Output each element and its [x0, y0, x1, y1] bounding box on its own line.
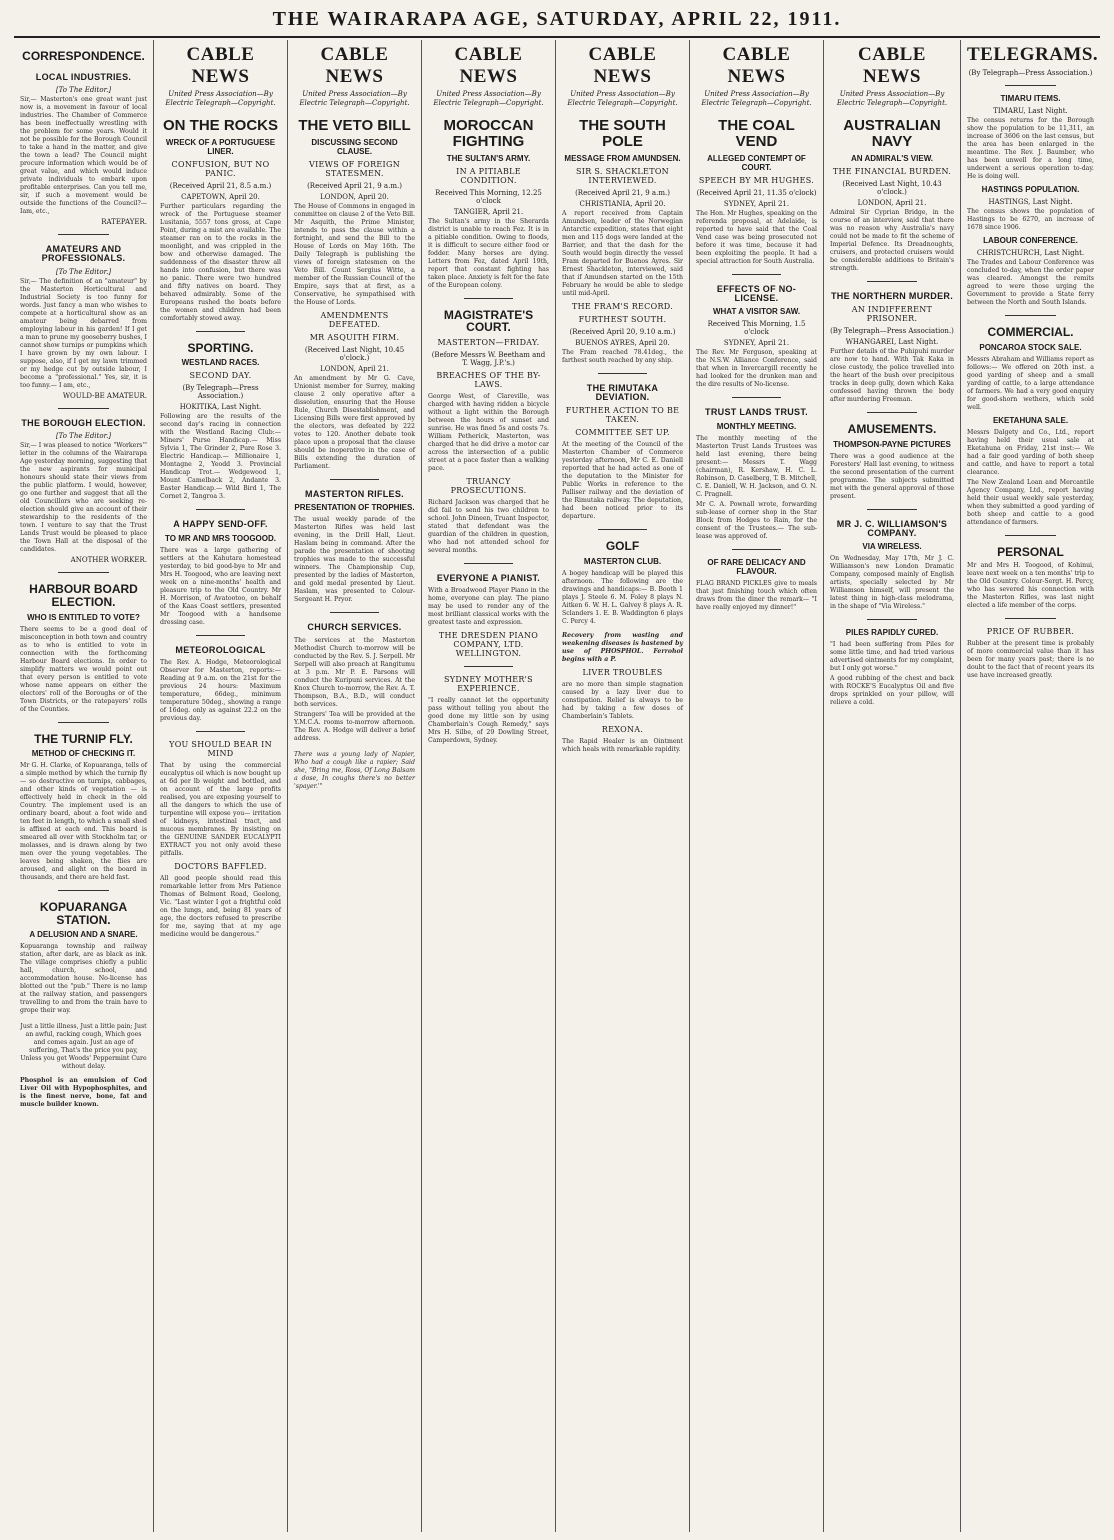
- divider: [196, 331, 244, 332]
- divider: [58, 408, 109, 409]
- divider: [330, 479, 378, 480]
- divider: [867, 619, 917, 620]
- article-subheading: WRECK OF A PORTUGUESE LINER.: [165, 137, 276, 156]
- place-line: LONDON, April 20.: [320, 192, 389, 201]
- article-body: Messrs Dalgety and Co., Ltd., report having held their usual sale at Eketahuna on Friday, 21st inst:— We had a fair good yarding of both sheep and cattle, and have to report a total clearance.: [967, 428, 1094, 476]
- section-heading: COMMERCIAL.: [987, 325, 1074, 339]
- place-line: SYDNEY, April 21.: [723, 199, 790, 208]
- advert-heading: SYDNEY MOTHER'S EXPERIENCE.: [444, 675, 533, 694]
- divider: [464, 298, 512, 299]
- divider: [1005, 618, 1056, 619]
- section-heading: PERSONAL: [997, 544, 1064, 559]
- divider: [598, 373, 646, 374]
- article-body: The Rev. A. Hodge, Meteorological Observer for Masterton, reports:— Reading at 9 a.m. on the 21st for the previous 24 hours: Maximum temperature, 66deg., minimum temperature 50deg., showing a range of 16deg. only as against 22.2 on the previous day.: [160, 659, 281, 723]
- letter-body: Sir,— I was pleased to notice "Workers'" letter in the columns of the Wairarapa Age yesterday morning, suggesting that the new aspirants for municipal honours should state their views from the public platform. I would, however, go one further and suggest that all the old Councillors who are seeking re-election should give an account of their stewardship to the residents of the town. I venture to say that the Trust Lands Trust would be pleased to place the Town Hall at the disposal of the candidates.: [20, 442, 147, 554]
- press-credit: United Press Association—By Electric Telegraph—Copyright.: [165, 90, 276, 107]
- article-subheading: LABOUR CONFERENCE.: [983, 236, 1078, 245]
- article-subheading: PONCAROA STOCK SALE.: [979, 342, 1082, 352]
- article-body: Mr and Mrs H. Toogood, of Kohinui, leave next week on a ten months' trip to the Old Country. Colour-Sergt. H. Percy, who has severed his connection with the Masterton Rifles, was last night elected a life member of the corps.: [967, 562, 1094, 610]
- article-heading: THE VETO BILL: [298, 117, 411, 134]
- article-heading: THE RIMUTAKA DEVIATION.: [586, 382, 659, 402]
- advert: All good people should read this remarkable letter from Mrs Patience Thomas of Belmont Road, Geelong, Vic. "Last winter I got a frightful cold on the lungs, and, being 81 years of age, the doctors refused to prescribe for me, saying that at my age medicine would be dangerous.": [160, 875, 281, 939]
- article-body: A report received from Captain Amundsen, leader of the Norwegian Antarctic expedition, states that eight men and 115 dogs were landed at the Barrier, and that the dash for the South would begin directly the vessel Fram departed for Buenos Ayres. Sir Ernest Shackleton, interviewed, said that if Amundsen started on the 15th February he would be able to sledge until mid-April.: [562, 209, 683, 297]
- article-heading: A HAPPY SEND-OFF.: [173, 519, 268, 530]
- divider: [58, 890, 109, 891]
- advert: FLAG BRAND PICKLES give to meals that just finishing touch which often draws from the diner the remark— "I have really enjoyed my dinner!": [696, 579, 817, 611]
- advert: That by using the commercial eucalyptus oil which is now bought up at 6d per lb weight and bottled, and on account of the large profits realised, you are exposing yourself to all the dangers to which the use of turpentine will expose you— irritation of kidneys, intestinal tract, and mucous membranes. By insisting on the GENUINE SANDER EUCALYPTI EXTRACT you not only avoid these pitfalls.: [160, 762, 281, 858]
- article-subheading: WHO IS ENTITLED TO VOTE?: [27, 612, 140, 622]
- article-body: Messrs Abraham and Williams report as follows:— We offered on 20th inst. a good yarding of sheep and a small yarding of cattle, to a large attendance of farmers. We had a very good enquiry for good-shorn wethers, which sold well.: [967, 355, 1094, 411]
- press-credit: United Press Association—By Electric Telegraph—Copyright.: [567, 90, 678, 107]
- article-body: The Rev. Mr Ferguson, speaking at the N.S.W. Alliance Conference, said that when in Invercargill recently he had looked for the drunken man and the dire results of No-license.: [696, 349, 817, 389]
- divider: [196, 731, 244, 732]
- divider: [58, 572, 109, 573]
- article-subheading: HASTINGS POPULATION.: [981, 185, 1080, 194]
- press-credit: United Press Association—By Electric Telegraph—Copyright.: [299, 90, 410, 107]
- article-body: Mr C. A. Pownall wrote, forwarding sub-lease of corner shop in the Star Block from Hodges to Rain, for the consent of the Trustees.— The sub-lease was approved of.: [696, 500, 817, 540]
- article-heading: EFFECTS OF NO-LICENSE.: [716, 283, 797, 303]
- article-subheading: MR ASQUITH FIRM.: [309, 332, 400, 342]
- dateline: Received This Morning, 1.5 o'clock: [707, 320, 806, 337]
- press-credit: United Press Association—By Electric Telegraph—Copyright.: [836, 90, 948, 107]
- divider: [867, 509, 917, 510]
- article-subheading: FURTHER ACTION TO BE TAKEN.: [565, 406, 680, 425]
- dateline: (By Telegraph—Press Association.): [968, 69, 1093, 77]
- article-body: On Wednesday, May 17th, Mr J. C. Williamson's new London Dramatic Company, composed mainly of English artists, specially selected by Mr Williamson himself, will present the latest thing in high-class melodrama, in the shape of "Via Wireless.": [830, 555, 954, 611]
- article-heading: MASTERTON RIFLES.: [305, 488, 404, 499]
- article-heading: MR J. C. WILLIAMSON'S COMPANY.: [836, 518, 948, 538]
- masthead: THE WAIRARAPA AGE, SATURDAY, APRIL 22, 1911.: [272, 8, 842, 30]
- place-line: TANGIER, April 21.: [453, 207, 524, 216]
- article-body: Further particulars regarding the wreck of the Portuguese steamer Lusitania, 5557 tons gross, at Cape Point, during a mist are available. The steamer ran on to the rocks in the moonlight, and was crippled in the bow and otherwise damaged. The suddenness of the disaster threw all hands into confusion, but there was no panic. There were two hundred and fifty natives on board. They behaved admirably. Some of the Europeans rushed the boats before the women and children had been comfortably stowed away.: [160, 202, 281, 322]
- article-subheading: MONTHLY MEETING.: [716, 421, 797, 431]
- article-subheading: VIEWS OF FOREIGN STATESMEN.: [309, 159, 400, 178]
- editor-tag: [To The Editor.]: [55, 432, 112, 441]
- article-subheading: SIR S. SHACKLETON INTERVIEWED.: [576, 166, 669, 185]
- advert-heading: EVERYONE A PIANIST.: [436, 572, 541, 583]
- dateline: (Received April 21, 9 a.m.): [575, 188, 670, 197]
- article-heading: GOLF: [605, 539, 640, 554]
- place-line: BUENOS AYRES, April 20.: [575, 338, 670, 347]
- article-body: Kopuaranga township and railway station, after dark, are as black as ink. The village comprises chiefly a public hall, church, school, and accommodation house. No-license has blotted out the "pub." There is no lamp at the railway station, and passengers travelling to and from the train have to grope their way.: [20, 943, 147, 1015]
- column-cable-news-1: [154, 40, 288, 1532]
- signature: RATEPAYER.: [101, 218, 147, 227]
- article-subheading: PRESENTATION OF TROPHIES.: [294, 503, 415, 513]
- article-subheading: CONFUSION, BUT NO PANIC.: [171, 159, 270, 178]
- article-body: The services at the Masterton Methodist Church to-morrow will be conducted by the Rev. S. J. Serpell. Mr Serpell will also preach at Rangitumu at 3 p.m. Mr P. E. Parsons will conduct the Kuripuni services. At the Knox Church to-morrow, the Rev. A. T. Thompson, B.A., B.D., will conduct both services.: [294, 636, 415, 708]
- article-heading: THE BOROUGH ELECTION.: [21, 417, 146, 428]
- divider: [58, 234, 109, 235]
- article-heading: HARBOUR BOARD ELECTION.: [29, 582, 138, 609]
- article-body: Admiral Sir Cyprian Bridge, in the course of an interview, said that there was no reason why Australia's navy could not be made to fit the scheme of Imperial Defence. Its Dreadnoughts, cruisers, and protected cruisers would be considerable additions to Britain's strength.: [830, 208, 954, 272]
- dateline: Received This Morning, 12.25 o'clock: [435, 188, 542, 205]
- article-body: George West, of Clareville, was charged with having ridden a bicycle without a light within the Borough between the hours of sunset and sunrise. He was fined 5s and costs 7s. William Petherick, Masterton, was charged that he did drive a motor car across the intersection of a public street at a pace faster than a walking pace.: [428, 392, 549, 472]
- dateline: (Received April 21, 8.5 a.m.): [169, 181, 272, 190]
- divider: [732, 397, 780, 398]
- column-cable-news-6: [824, 40, 961, 1532]
- section-heading: SPORTING.: [187, 340, 254, 355]
- column-banner: CABLE NEWS: [722, 44, 791, 87]
- advert-heading: OF RARE DELICACY AND FLAVOUR.: [707, 557, 806, 576]
- article-body: Further details of the Puhipuhi murder are now to hand. With Tak Kaka in close custody, the police travelled into the heart of the bush over precipitous tracks in deep gully, down which Kaka confessed having thrown the body after murdering Freeman.: [830, 347, 954, 403]
- dateline: (Received Last Night, 10.43 o'clock.): [842, 179, 942, 196]
- article-body: There seems to be a good deal of misconception in both town and country as to who is entitled to vote in connection with the forthcoming Harbour Board elections. In order to simplify matters we would point out that every person is entitled to vote whose name appears on either the electors' roll of the Boroughs or of the Town Districts, or the ratepayers' rolls of the Counties.: [20, 625, 147, 713]
- dateline: (Received Last Night, 10.45 o'clock.): [304, 345, 405, 362]
- divider: [464, 666, 512, 667]
- article-body: At the meeting of the Council of the Masterton Chamber of Commerce yesterday afternoon, Mr C. E. Daniell reported that he had acted as one of the deputation to the Minister for Public Works in reference to the Palliser railway and the deviation of the Rimutaka railway. The deputation, had been noticed prior to its departure.: [562, 441, 683, 521]
- divider: [1005, 535, 1056, 536]
- article-subheading: THE FINANCIAL BURDEN.: [832, 166, 952, 176]
- editor-tag: [To The Editor.]: [55, 86, 112, 95]
- article-body: There was a good audience at the Foresters' Hall last evening, to witness the second presentation of the current programme. The subjects submitted met with the general approval of those present.: [830, 452, 954, 500]
- place-line: TIMARU, Last Night.: [993, 107, 1068, 115]
- article-subheading: A DELUSION AND A SNARE.: [29, 930, 138, 940]
- article-subheading: THE FRAM'S RECORD.: [571, 301, 674, 311]
- advert-heading: LIVER TROUBLES: [582, 667, 663, 677]
- article-subheading: METHOD OF CHECKING IT.: [31, 749, 136, 759]
- place-line: HASTINGS, Last Night.: [988, 198, 1073, 206]
- article-body: The census returns for the Borough show the population to be 11,311, an increase of 3606 on the last census, but the area has been enlarged in the meantime. The Rev. J. Baumber, who has been unwell for a long time, underwent a serious operation to-day. He is doing well.: [967, 117, 1094, 180]
- article-subheading: BREACHES OF THE BY-LAWS.: [436, 370, 541, 389]
- advert: A good rubbing of the chest and back with ROCKE'S Eucalyptus Oil and five drops sprinkled on your pillow, will relieve a cold.: [830, 675, 954, 707]
- article-body: Strangers' Tea will be provided at the Y.M.C.A. rooms to-morrow afternoon. The Rev. A. Hodge will deliver a brief address.: [294, 710, 415, 742]
- article-subheading: WESTLAND RACES.: [181, 358, 260, 368]
- divider: [598, 529, 646, 530]
- divider: [464, 563, 512, 564]
- column-banner: CABLE NEWS: [588, 44, 657, 87]
- article-heading: ON THE ROCKS: [162, 117, 278, 134]
- advert: The Rapid Healer is an Ointment which heals with remarkable rapidity.: [562, 737, 683, 753]
- column-correspondence: [14, 40, 154, 1532]
- signature: ANOTHER WORKER.: [70, 556, 147, 565]
- place-line: LONDON, April 21.: [320, 364, 389, 373]
- article-subheading: EKETAHUNA SALE.: [992, 415, 1069, 425]
- article-subheading: MESSAGE FROM AMUNDSEN.: [564, 153, 681, 163]
- article-body: Rubber at the present time is probably of more commercial value than it has been for many years past; there is no doubt to the fact that of recent years its use have increased greatly.: [967, 640, 1094, 680]
- article-heading: MOROCCAN FIGHTING: [443, 117, 534, 150]
- article-body: The Trades and Labour Conference was concluded to-day, when the order paper was cleared. Amongst the remits agreed to were those urging the Government to provide a State ferry between the North and South Islands.: [967, 259, 1094, 306]
- article-heading: KOPUARANGA STATION.: [39, 900, 128, 927]
- article-subheading: SECOND DAY.: [189, 371, 252, 381]
- section-heading: AMUSEMENTS.: [847, 421, 937, 436]
- advert-heading: REXONA.: [601, 724, 644, 734]
- article-subheading: TO MR AND MRS TOOGOOD.: [165, 533, 276, 543]
- article-body: Following are the results of the second day's racing in connection with the Westland Racing Club:— Miners' Purse Handicap.— Miss Sylvia 1, The Grinder 2, Pure Rose 3. Electric Handicap.— Millionaire 1, Montagne 2, Yeodd 3. Provincial Handicap Trot.— Wedgewood 1, Mount Camelback 2, Andante 3. Easter Handicap.— Wild Bird 1, The Cornet 2, Tangroa 3.: [160, 413, 281, 501]
- dateline: (Received April 21, 9 a.m.): [307, 181, 402, 190]
- divider: [58, 722, 109, 723]
- advert: "I really cannot let the opportunity pass without telling you about the good done my little son by using Chamberlain's Cough Remedy," says Mrs H. Silbe, of 29 Dowling Street, Camperdown, Sydney.: [428, 697, 549, 745]
- article-subheading: VIA WIRELESS.: [862, 542, 922, 552]
- advert-heading: PRICE OF RUBBER.: [986, 627, 1075, 637]
- column-banner: CABLE NEWS: [186, 44, 255, 87]
- place-line: CHRISTCHURCH, Last Night.: [976, 249, 1085, 257]
- advert-heading: YOU SHOULD BEAR IN MIND: [169, 740, 272, 759]
- article-subheading: TRUANCY PROSECUTIONS.: [450, 476, 527, 495]
- divider: [732, 274, 780, 275]
- advert: There was a young lady of Napier, Who had a cough like a rapier; Said she, "Bring me, Ross, Of Long Balsam a dose, In coughs there's no better 'spayer.'": [294, 750, 415, 790]
- press-credit: United Press Association—By Electric Telegraph—Copyright.: [433, 90, 544, 107]
- divider: [867, 281, 917, 282]
- article-subheading: ALLEGED CONTEMPT OF COURT.: [707, 153, 806, 172]
- column-telegrams: [961, 40, 1100, 1532]
- article-body: The usual weekly parade of the Masterton Rifles was held last evening, in the Drill Hall, Lieut. Haslam being in command. After the parade the presentation of shooting trophies was made to the successful winners. The Championship Cup, presented by the ladies of Masterton, and gold medal presented by Lieut. Haslam, was presented to Colour-Sergeant H. Pryor.: [294, 516, 415, 604]
- divider: [330, 612, 378, 613]
- dateline: (Received April 20, 9.10 a.m.): [569, 327, 676, 336]
- divider: [1005, 315, 1056, 316]
- article-subheading: SPEECH BY MR HUGHES.: [698, 175, 815, 185]
- article-heading: METEOROLOGICAL: [175, 644, 266, 655]
- advert: Recovery from wasting and weakening diseases is hastened by use of PHOSPHOL. Ferrohol begins with a P.: [562, 631, 683, 663]
- article-heading: AMATEURS AND PROFESSIONALS.: [41, 244, 126, 264]
- place-line: SYDNEY, April 21.: [723, 339, 790, 348]
- advert: "I had been suffering from Piles for some little time, and had tried various advertised ointments for my complaint, but I only got worse.": [830, 641, 954, 673]
- section-heading: CORRESPONDENCE.: [22, 49, 145, 63]
- column-cable-news-4: [556, 40, 690, 1532]
- advert: Just a little illness, Just a little pain; Just an awful, racking cough, Which goes and comes again. Just an age of suffering, That's the price you pay, Unless you get Woods' Peppermint Cure without delay.: [20, 1023, 147, 1071]
- advert: Phosphol is an emulsion of Cod Liver Oil with Hypophosphites, and is the finest nerve, bone, fat and muscle builder known.: [20, 1077, 147, 1109]
- article-heading: MAGISTRATE'S COURT.: [443, 307, 534, 335]
- article-subheading: MASTERTON CLUB.: [583, 556, 662, 566]
- article-subheading: WHAT A VISITOR SAW.: [712, 307, 801, 317]
- column-cable-news-5: [690, 40, 824, 1532]
- place-line: WHANGAREI, Last Night.: [845, 337, 939, 346]
- divider: [732, 549, 780, 550]
- article-body: Richard Jackson was charged that he did fail to send his two children to school. John Dineen, Truant Inspector, stated that defendant was the guardian of the children in question, who had not attended school for several months.: [428, 498, 549, 554]
- article-heading: THE NORTHERN MURDER.: [831, 290, 953, 301]
- article-subheading: MASTERTON—FRIDAY.: [437, 337, 540, 347]
- article-heading: TRUST LANDS TRUST.: [705, 407, 808, 418]
- article-body: Mr G. H. Clarke, of Kopuaranga, tells of a simple method by which the turnip fly — so destructive on turnips, cabbages, and other kinds of vegetation — is effectively held in check in the old Country. The implement used is an ordinary board, about a foot wide and ten feet in length, to which a small shed is affixed at each end. This board is smeared all over with Stockholm tar, or molasses, and is drawn along by two men over the young vegetables. The leaves being shaken, the flies are aroused, and alight on the board in thousands, and there are held fast.: [20, 762, 147, 882]
- article-body: The House of Commons in engaged in committee on clause 2 of the Veto Bill. Mr Asquith, the Prime Minister, intends to pass the clause within a fortnight, and send the Bill to the House of Lords on May 16th. The Daily Telegraph is publishing the views of foreign statesmen on the Veto Bill. Count Sergius Witte, a member of the Russian Council of the Empire, says that at first, as a Conservative, he sympathised with the House of Lords.: [294, 202, 415, 306]
- article-heading: THE TURNIP FLY.: [34, 731, 133, 746]
- article-subheading: DISCUSSING SECOND CLAUSE.: [311, 137, 398, 156]
- article-heading: CHURCH SERVICES.: [307, 622, 402, 633]
- article-heading: AUSTRALIAN NAVY: [843, 117, 941, 150]
- letter-body: Sir,— The definition of an "amateur" by the Masterton Horticultural and Industrial Society is too funny for words. Just fancy a man who wishes to compete at a horticultural show as an amateur being debarred from employing labour in his garden! If I get a man to prune my gooseberry bushes, I cannot show turnips or pumpkins which I have grown by my own labour. I suppose, also, if I get my lawn trimmed or my hedge cut by outside labour, I become a "professional." Yes, sir, it is too funny.— I am, etc.,: [20, 277, 147, 389]
- masthead-rule: [14, 36, 1100, 38]
- article-body: The New Zealand Loan and Mercantile Agency Company, Ltd., report having held their usual weekly sale yesterday, when they submitted a good yarding of both sheep and cattle to a good attendance of farmers.: [967, 478, 1094, 526]
- dateline: (Received April 21, 11.35 o'clock): [696, 188, 817, 197]
- columns: [14, 40, 1100, 1532]
- advert-heading: DOCTORS BAFFLED.: [174, 862, 267, 872]
- column-banner: CABLE NEWS: [320, 44, 389, 87]
- article-heading: LOCAL INDUSTRIES.: [35, 71, 132, 82]
- article-body: The Sultan's army in the Sherarda district is unable to reach Fez. It is in a pitiable condition. Owing to floods, it is difficult to secure either food or fodder. Many horses are dying. Letters from Fez, dated April 19th, report that constant fighting has taken place. Anxiety is felt for the fate of the European colony.: [428, 217, 549, 289]
- article-body: The Hon. Mr Hughes, speaking on the referenda proposal, at Adelaide, is reported to have said that the Coal Vend case was being prosecuted not before it was time, because it had been exploiting the people. It had a special attraction for South Australia.: [696, 209, 817, 265]
- letter-body: Sir,— Masterton's one great want just now is, a movement in favour of local industries. The Chamber of Commerce has been ineffectually wrestling with the problem for some years. Would it not be possible for the Borough Council to take a hand in the matter, and give the town a lead? The Council might procure information which would be of great value, and which would induce private individuals to embark upon profitable enterprises. Can you tell me, sir, if such a movement would be outside the functions of the Council?— Iam, etc.,: [20, 96, 147, 216]
- divider: [867, 412, 917, 413]
- article-body: There was a large gathering of settlers at the Kahutara homestead yesterday, to bid good-bye to Mr and Mrs H. Toogood, who are leaving next week on a nine-months' health and pleasure trip to the Old Country. Mr H. Morrison, of Avatootoo, on behalf of the Kaas Coast settlers, presented Mr Toogood with a handsome dressing case.: [160, 546, 281, 626]
- article-subheading: IN A PITIABLE CONDITION.: [456, 166, 521, 185]
- article-body: An amendment by Mr G. Cave, Unionist member for Surrey, making clause 2 only operative after a dissolution, ensuring that the House Rule, Church Disestablishment, and Licensing Bills were first approved by the electors, was defeated by 222 votes to 120. Another debate took place upon a proposal that the clause should be inoperative in the case of Bills extending the duration of Parliament.: [294, 374, 415, 470]
- place-line: CAPETOWN, April 20.: [181, 192, 260, 201]
- article-body: The monthly meeting of the Masterton Trust Lands Trustees was held last evening, there being present:— Messrs T. Wagg (chairman), R. Kershaw, H. C. L. Robinson, D. Caselberg, T. B. Mitchell, C. E. Daniell, W. H. Jackson, and O. N. C. Pragnell.: [696, 434, 817, 498]
- divider: [196, 635, 244, 636]
- dateline: (By Telegraph—Press Association.): [182, 384, 259, 401]
- article-subheading: THOMPSON-PAYNE PICTURES: [833, 439, 951, 449]
- article-heading: THE SOUTH POLE: [579, 117, 666, 150]
- dateline: (Before Messrs W. Beetham and T. Wagg, J.P.'s.): [431, 350, 546, 367]
- press-credit: United Press Association—By Electric Telegraph—Copyright.: [701, 90, 812, 107]
- article-subheading: AN ADMIRAL'S VIEW.: [850, 153, 934, 163]
- article-subheading: AN INDIFFERENT PRISONER.: [851, 304, 933, 323]
- signature: WOULD-BE AMATEUR.: [62, 391, 147, 400]
- editor-tag: [To The Editor.]: [55, 267, 112, 276]
- article-body: The census shows the population of Hastings to be 6270, an increase of 1678 since 1906.: [967, 208, 1094, 231]
- article-subheading: AMENDMENTS DEFEATED.: [320, 310, 389, 329]
- place-line: LONDON, April 21.: [857, 198, 927, 207]
- article-body: The Fram reached 78.41deg., the farthest south reached by any ship.: [562, 348, 683, 364]
- place-line: HOKITIKA, Last Night.: [179, 403, 262, 412]
- divider: [196, 509, 244, 510]
- article-subheading: COMMITTEE SET UP.: [575, 428, 670, 438]
- advert: are no more than simple stagnation caused by a lazy liver due to constipation. Relief is always to be had by taking a few doses of Chamberlain's Tablets.: [562, 680, 683, 720]
- article-subheading: FURTHEST SOUTH.: [578, 314, 667, 324]
- divider: [1005, 85, 1056, 86]
- article-subheading: TIMARU ITEMS.: [1000, 94, 1061, 103]
- article-subheading: THE SULTAN'S ARMY.: [446, 153, 531, 163]
- column-cable-news-2: [288, 40, 422, 1532]
- advert-heading: THE DRESDEN PIANO COMPANY, LTD. WELLINGTON.: [438, 631, 539, 659]
- advert: With a Broadwood Player Piano in the home, everyone can play. The piano may be used to render any of the most brilliant classical works with the greatest taste and expression.: [428, 587, 549, 627]
- article-heading: THE COAL VEND: [718, 117, 795, 150]
- dateline: (By Telegraph—Press Association.): [830, 326, 954, 335]
- place-line: CHRISTIANIA, April 20.: [579, 199, 666, 208]
- article-body: A bogey handicap will be played this afternoon. The following are the drawings and handicaps:— B. Booth 1 plays J. Steele 6. M. Foley 8 plays N. Aitken 6. W. H. L. Galvey 8 plays A. R. Sclanders 1. E. B. Waddington 6 plays C. Percy 4.: [562, 569, 683, 625]
- column-cable-news-3: [422, 40, 556, 1532]
- column-banner: CABLE NEWS: [858, 44, 926, 87]
- column-banner: CABLE NEWS: [454, 44, 523, 87]
- column-banner: TELEGRAMS.: [967, 44, 1099, 65]
- advert-heading: PILES RAPIDLY CURED.: [845, 628, 939, 638]
